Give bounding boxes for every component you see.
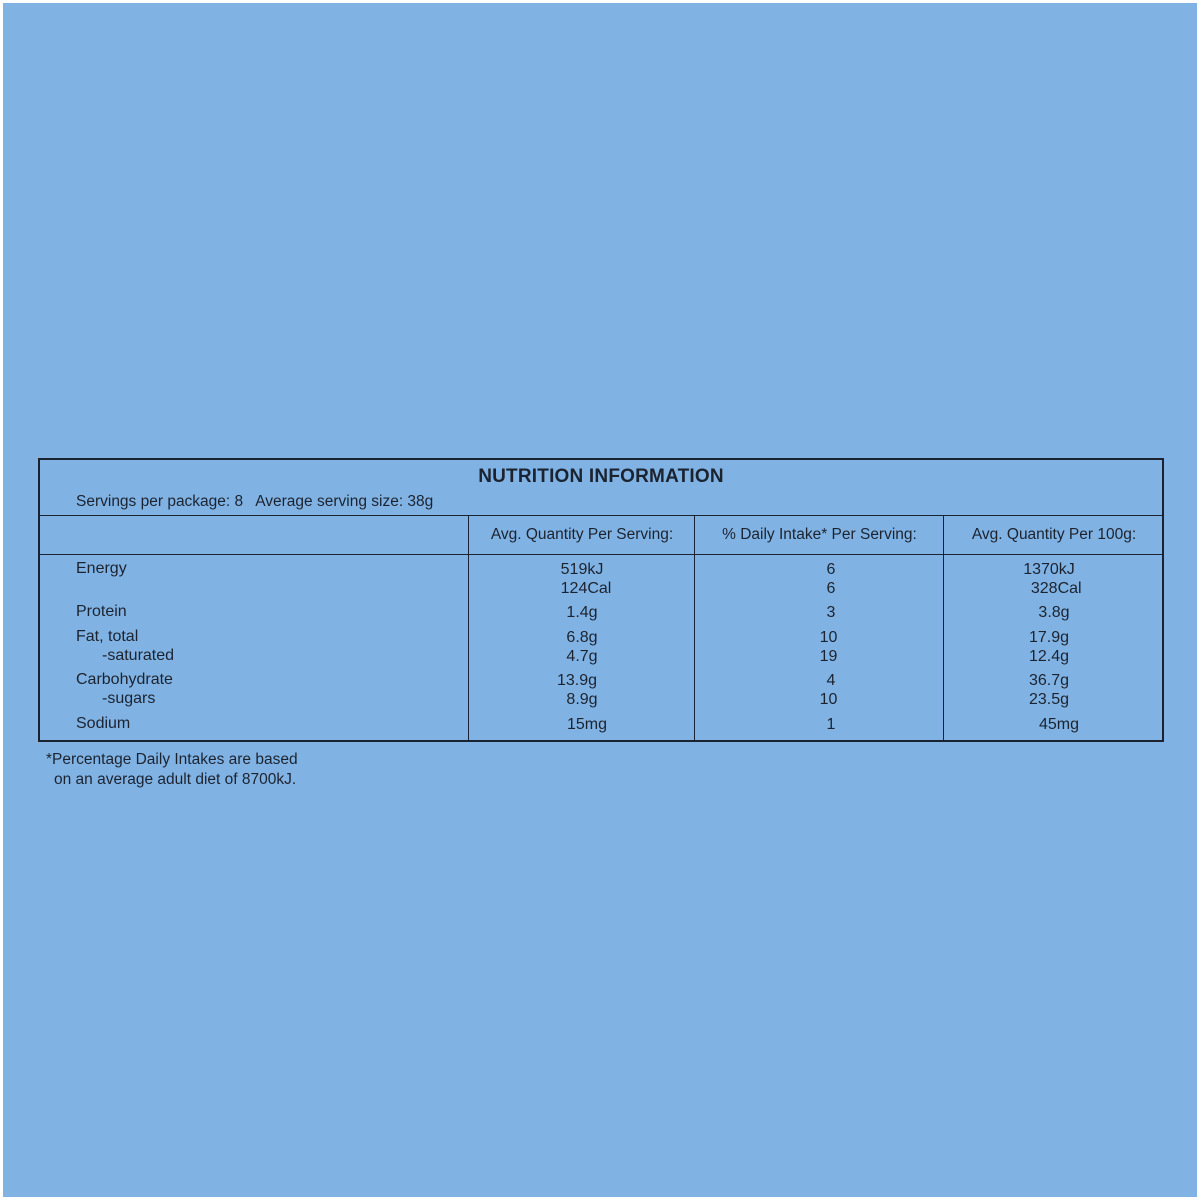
- footnote: [46, 750, 298, 790]
- nutrition-information-table: [38, 458, 1164, 742]
- carbohydrate-per-100g: 36.7g: [1028, 672, 1070, 689]
- energy-per-100g-cal: 328Cal: [1026, 580, 1082, 597]
- carbohydrate-per-serving: 13.9g: [556, 672, 598, 689]
- column-header-daily-intake: % Daily Intake* Per Serving:: [722, 526, 917, 543]
- row-label-energy: Energy: [76, 560, 127, 577]
- table-title: NUTRITION INFORMATION: [478, 466, 724, 487]
- energy-per-serving-cal: 124Cal: [560, 580, 612, 597]
- column-divider-2: [694, 516, 695, 740]
- protein-per-serving: 1.4g: [566, 604, 598, 621]
- sodium-per-serving: 15mg: [566, 716, 608, 733]
- row-label-carbohydrate: Carbohydrate: [76, 671, 173, 688]
- row-label-protein: Protein: [76, 603, 127, 620]
- row-label-fat-total: Fat, total: [76, 628, 139, 645]
- sugars-per-serving: 8.9g: [566, 691, 598, 708]
- protein-per-100g: 3.8g: [1038, 604, 1070, 621]
- row-label-sodium: Sodium: [76, 715, 131, 732]
- carbohydrate-daily-intake: 4: [826, 672, 836, 689]
- saturated-per-100g: 12.4g: [1028, 648, 1070, 665]
- sugars-daily-intake: 10: [819, 691, 838, 708]
- saturated-per-serving: 4.7g: [566, 648, 598, 665]
- energy-per-100g-kj: 1370kJ: [1023, 561, 1075, 578]
- energy-daily-intake-cal: 6: [826, 580, 836, 597]
- row-label-sugars: -sugars: [102, 690, 156, 707]
- row-label-saturated: -saturated: [102, 647, 175, 664]
- footnote-line-2: on an average adult diet of 8700kJ.: [54, 771, 297, 788]
- header-divider: [40, 515, 1162, 516]
- fat-total-per-100g: 17.9g: [1028, 629, 1070, 646]
- sodium-per-100g: 45mg: [1038, 716, 1080, 733]
- sodium-daily-intake: 1: [826, 716, 836, 733]
- sugars-per-100g: 23.5g: [1028, 691, 1070, 708]
- column-header-divider: [40, 554, 1162, 555]
- column-divider-1: [468, 516, 469, 740]
- footnote-line-1: *Percentage Daily Intakes are based: [46, 751, 298, 768]
- energy-per-serving-kj: 519kJ: [560, 561, 604, 578]
- servings-line: Servings per package: 8 Average serving size: 38g: [76, 493, 434, 510]
- protein-daily-intake: 3: [826, 604, 836, 621]
- energy-daily-intake-kj: 6: [826, 561, 836, 578]
- fat-total-per-serving: 6.8g: [566, 629, 598, 646]
- saturated-daily-intake: 19: [819, 648, 838, 665]
- column-header-per-serving: Avg. Quantity Per Serving:: [490, 526, 674, 543]
- fat-total-daily-intake: 10: [819, 629, 838, 646]
- column-header-per-100g: Avg. Quantity Per 100g:: [971, 526, 1137, 543]
